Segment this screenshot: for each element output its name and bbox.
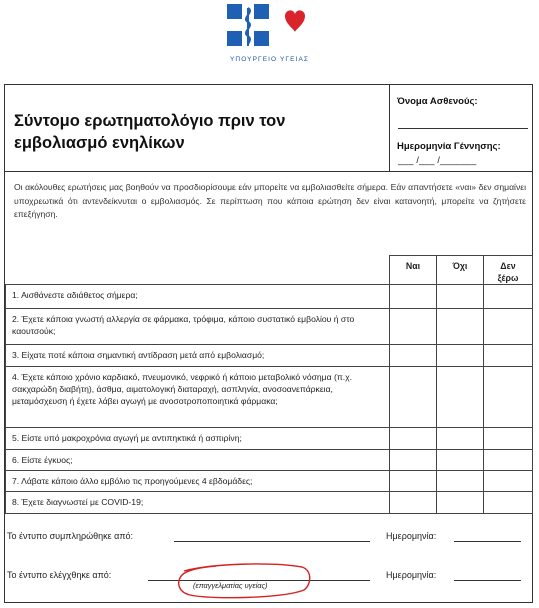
table-header-row xyxy=(6,256,533,285)
ministry-name: ΥΠΟΥΡΓΕΙΟ ΥΓΕΙΑΣ xyxy=(229,56,310,63)
col-no: Όχι xyxy=(437,256,484,285)
table-row xyxy=(6,367,533,428)
form-header xyxy=(5,85,532,172)
answer-dont-know-5[interactable] xyxy=(484,428,533,450)
question-7: 7. Λάβατε κάποιο άλλο εμβόλιο τις προηγούμενες 4 εβδομάδες; xyxy=(6,471,390,492)
question-8: 8. Έχετε διαγνωστεί με COVID-19; xyxy=(6,492,390,514)
date-label-1: Ημερομηνία: xyxy=(386,531,437,541)
table-row xyxy=(6,428,533,450)
patient-name-label: Όνομα Ασθενούς: xyxy=(397,96,478,107)
title-line-2: εμβολιασμό ενηλίκων xyxy=(14,134,185,152)
completed-by-label: Το έντυπο συμπληρώθηκε από: xyxy=(7,531,134,541)
answer-yes-6[interactable] xyxy=(390,450,437,471)
answer-no-4[interactable] xyxy=(437,367,484,428)
answer-dont-know-3[interactable] xyxy=(484,345,533,367)
col-yes: Ναι xyxy=(390,256,437,285)
form-title xyxy=(14,110,374,154)
questions-table xyxy=(5,255,533,514)
answer-dont-know-2[interactable] xyxy=(484,309,533,345)
ministry-health-logo-icon xyxy=(225,2,315,54)
question-4: 4. Έχετε κάποιο χρόνιο καρδιακό, πνευμονικό, νεφρικό ή κάποιο μεταβολικό νόσημα (π.χ. σακχαρώδη διαβήτη), άσθμα, αιματολογική διαταραχή, ασπληνία, ανοσοανεπάρκεια, μεταμόσχευση ή έχετε λάβει αγωγή με ανοσοτροποποιητικά φάρμακα; xyxy=(6,367,390,428)
answer-dont-know-8[interactable] xyxy=(484,492,533,514)
completed-by-field[interactable] xyxy=(174,541,370,542)
table-row xyxy=(6,450,533,471)
date-field-1[interactable] xyxy=(454,541,521,542)
table-row xyxy=(6,345,533,367)
answer-no-2[interactable] xyxy=(437,309,484,345)
question-6: 6. Είστε έγκυος; xyxy=(6,450,390,471)
date-field-2[interactable] xyxy=(454,580,521,581)
answer-yes-2[interactable] xyxy=(390,309,437,345)
table-row xyxy=(6,492,533,514)
table-row xyxy=(6,309,533,345)
question-5: 5. Είστε υπό μακροχρόνια αγωγή με αντιπηκτικά ή ασπιρίνη; xyxy=(6,428,390,450)
answer-yes-8[interactable] xyxy=(390,492,437,514)
header-divider xyxy=(389,85,390,171)
answer-dont-know-7[interactable] xyxy=(484,471,533,492)
dob-field[interactable]: ___ /___ /_______ xyxy=(398,155,477,165)
checked-by-label: Το έντυπο ελέγχθηκε από: xyxy=(7,570,112,580)
header-blank xyxy=(6,256,390,285)
answer-no-7[interactable] xyxy=(437,471,484,492)
answer-no-8[interactable] xyxy=(437,492,484,514)
question-2: 2. Έχετε κάποια γνωστή αλλεργία σε φάρμακα, τρόφιμα, κάποιο συστατικό εμβολίου ή στο καουτσούκ; xyxy=(6,309,390,345)
ministry-logo xyxy=(0,2,539,66)
answer-yes-7[interactable] xyxy=(390,471,437,492)
question-1: 1. Αισθάνεστε αδιάθετος σήμερα; xyxy=(6,285,390,309)
answer-no-5[interactable] xyxy=(437,428,484,450)
title-line-1: Σύντομο ερωτηματολόγιο πριν τον xyxy=(14,112,286,130)
answer-yes-5[interactable] xyxy=(390,428,437,450)
table-row xyxy=(6,285,533,309)
intro-text: Οι ακόλουθες ερωτήσεις μας βοηθούν να προσδιορίσουμε εάν μπορείτε να εμβολιασθείτε σήμερα. Εάν απαντήσετε «ναι» δεν σημαίνει υποχρεωτικά ότι αντενδείκνυται ο εμβολιασμός. Σε περίπτωση που κάποια ερώτηση δεν είναι κατανοητή, μπορείτε να ζητήσετε επεξήγηση. xyxy=(14,182,526,219)
date-label-2: Ημερομηνία: xyxy=(386,570,437,580)
answer-yes-3[interactable] xyxy=(390,345,437,367)
col-dont-know: Δεν ξέρω xyxy=(484,256,533,285)
dob-label: Ημερομηνία Γέννησης: xyxy=(397,141,501,152)
answer-no-6[interactable] xyxy=(437,450,484,471)
answer-dont-know-1[interactable] xyxy=(484,285,533,309)
questionnaire-form xyxy=(4,84,533,603)
question-3: 3. Είχατε ποτέ κάποια σημαντική αντίδραση μετά από εμβολιασμό; xyxy=(6,345,390,367)
answer-dont-know-4[interactable] xyxy=(484,367,533,428)
answer-yes-4[interactable] xyxy=(390,367,437,428)
answer-no-1[interactable] xyxy=(437,285,484,309)
answer-no-3[interactable] xyxy=(437,345,484,367)
answer-yes-1[interactable] xyxy=(390,285,437,309)
answer-dont-know-6[interactable] xyxy=(484,450,533,471)
table-row xyxy=(6,471,533,492)
annotation-text: (επαγγελματίας υγείας) xyxy=(193,581,268,590)
patient-name-field[interactable] xyxy=(398,128,528,129)
